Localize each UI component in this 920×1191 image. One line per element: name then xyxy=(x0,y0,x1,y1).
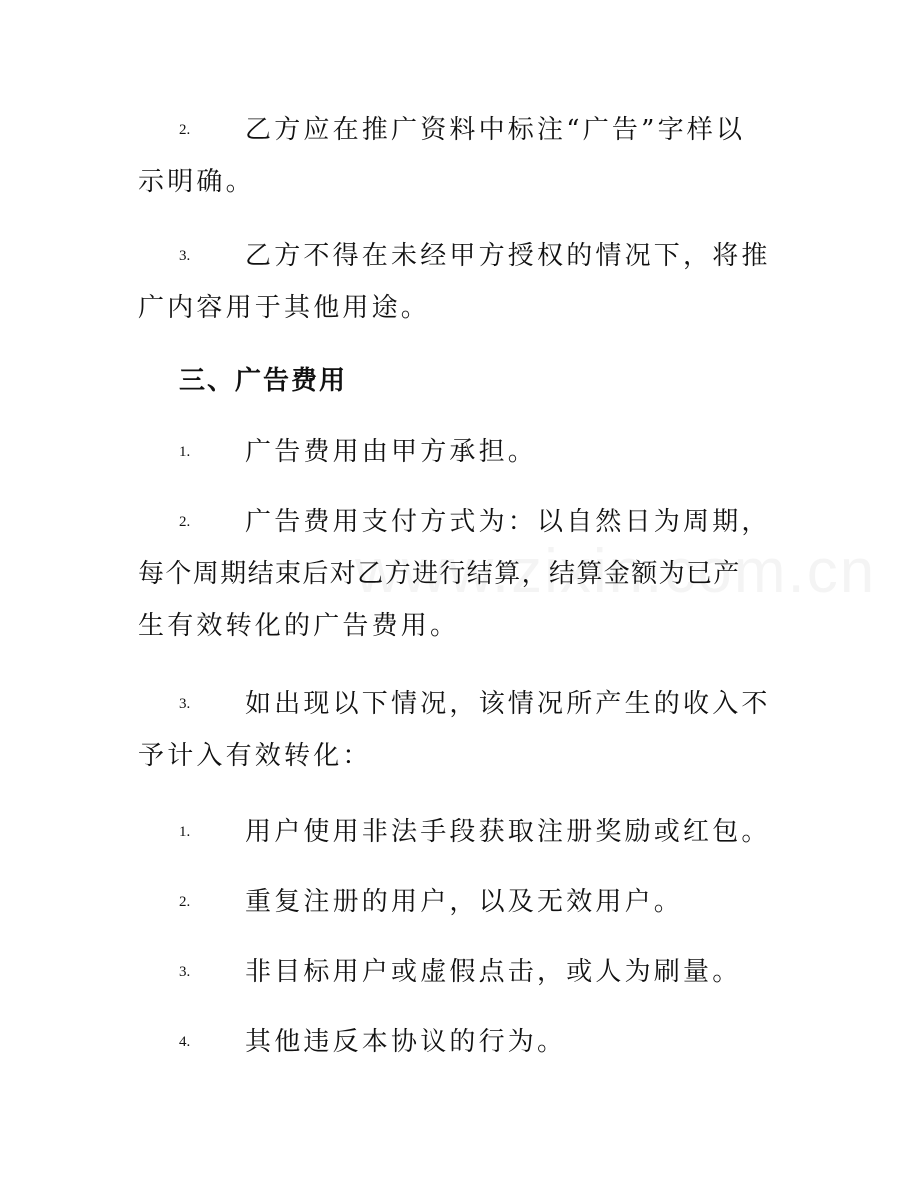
item-text-line: 如出现以下情况，该情况所产生的收入不 xyxy=(245,689,771,719)
list-item xyxy=(138,806,771,858)
list-item xyxy=(138,426,763,478)
list-item xyxy=(138,678,771,782)
item-number: 2. xyxy=(179,514,191,530)
list-item xyxy=(138,230,771,334)
item-text-line: 重复注册的用户，以及无效用户。 xyxy=(245,887,684,917)
item-text-line: 生有效转化的广告费用。 xyxy=(138,611,460,641)
list-item xyxy=(138,1016,763,1068)
item-text-line: 非目标用户或虚假点击，或人为刷量。 xyxy=(245,957,742,987)
item-text-line: 每个周期结束后对乙方进行结算，结算金额为已产 xyxy=(138,559,741,589)
item-number: 2. xyxy=(179,122,191,138)
item-number: 1. xyxy=(179,444,191,460)
item-text-line: 广告费用支付方式为：以自然日为周期， xyxy=(245,507,771,537)
item-number: 3. xyxy=(179,964,191,980)
item-number: 4. xyxy=(179,1034,191,1050)
item-number: 3. xyxy=(179,696,191,712)
item-number: 3. xyxy=(179,248,191,264)
item-text-line: 广告费用由甲方承担。 xyxy=(245,437,538,467)
item-text-line: 乙方应在推广资料中标注“广告”字样以 xyxy=(245,115,746,145)
item-number: 2. xyxy=(179,894,191,910)
list-item xyxy=(138,876,763,928)
item-text-line: 示明确。 xyxy=(138,167,255,197)
item-text-line: 予计入有效转化： xyxy=(138,741,372,771)
item-text-line: 其他违反本协议的行为。 xyxy=(245,1027,567,1057)
item-number: 1. xyxy=(179,824,191,840)
item-text-line: 广内容用于其他用途。 xyxy=(138,293,431,323)
section-heading: 三、广告费用 xyxy=(179,366,348,396)
list-item xyxy=(138,104,763,208)
item-text-line: 乙方不得在未经甲方授权的情况下，将推 xyxy=(245,241,771,271)
list-item xyxy=(138,496,771,652)
list-item xyxy=(138,946,763,998)
item-text-line: 用户使用非法手段获取注册奖励或红包。 xyxy=(245,817,771,847)
